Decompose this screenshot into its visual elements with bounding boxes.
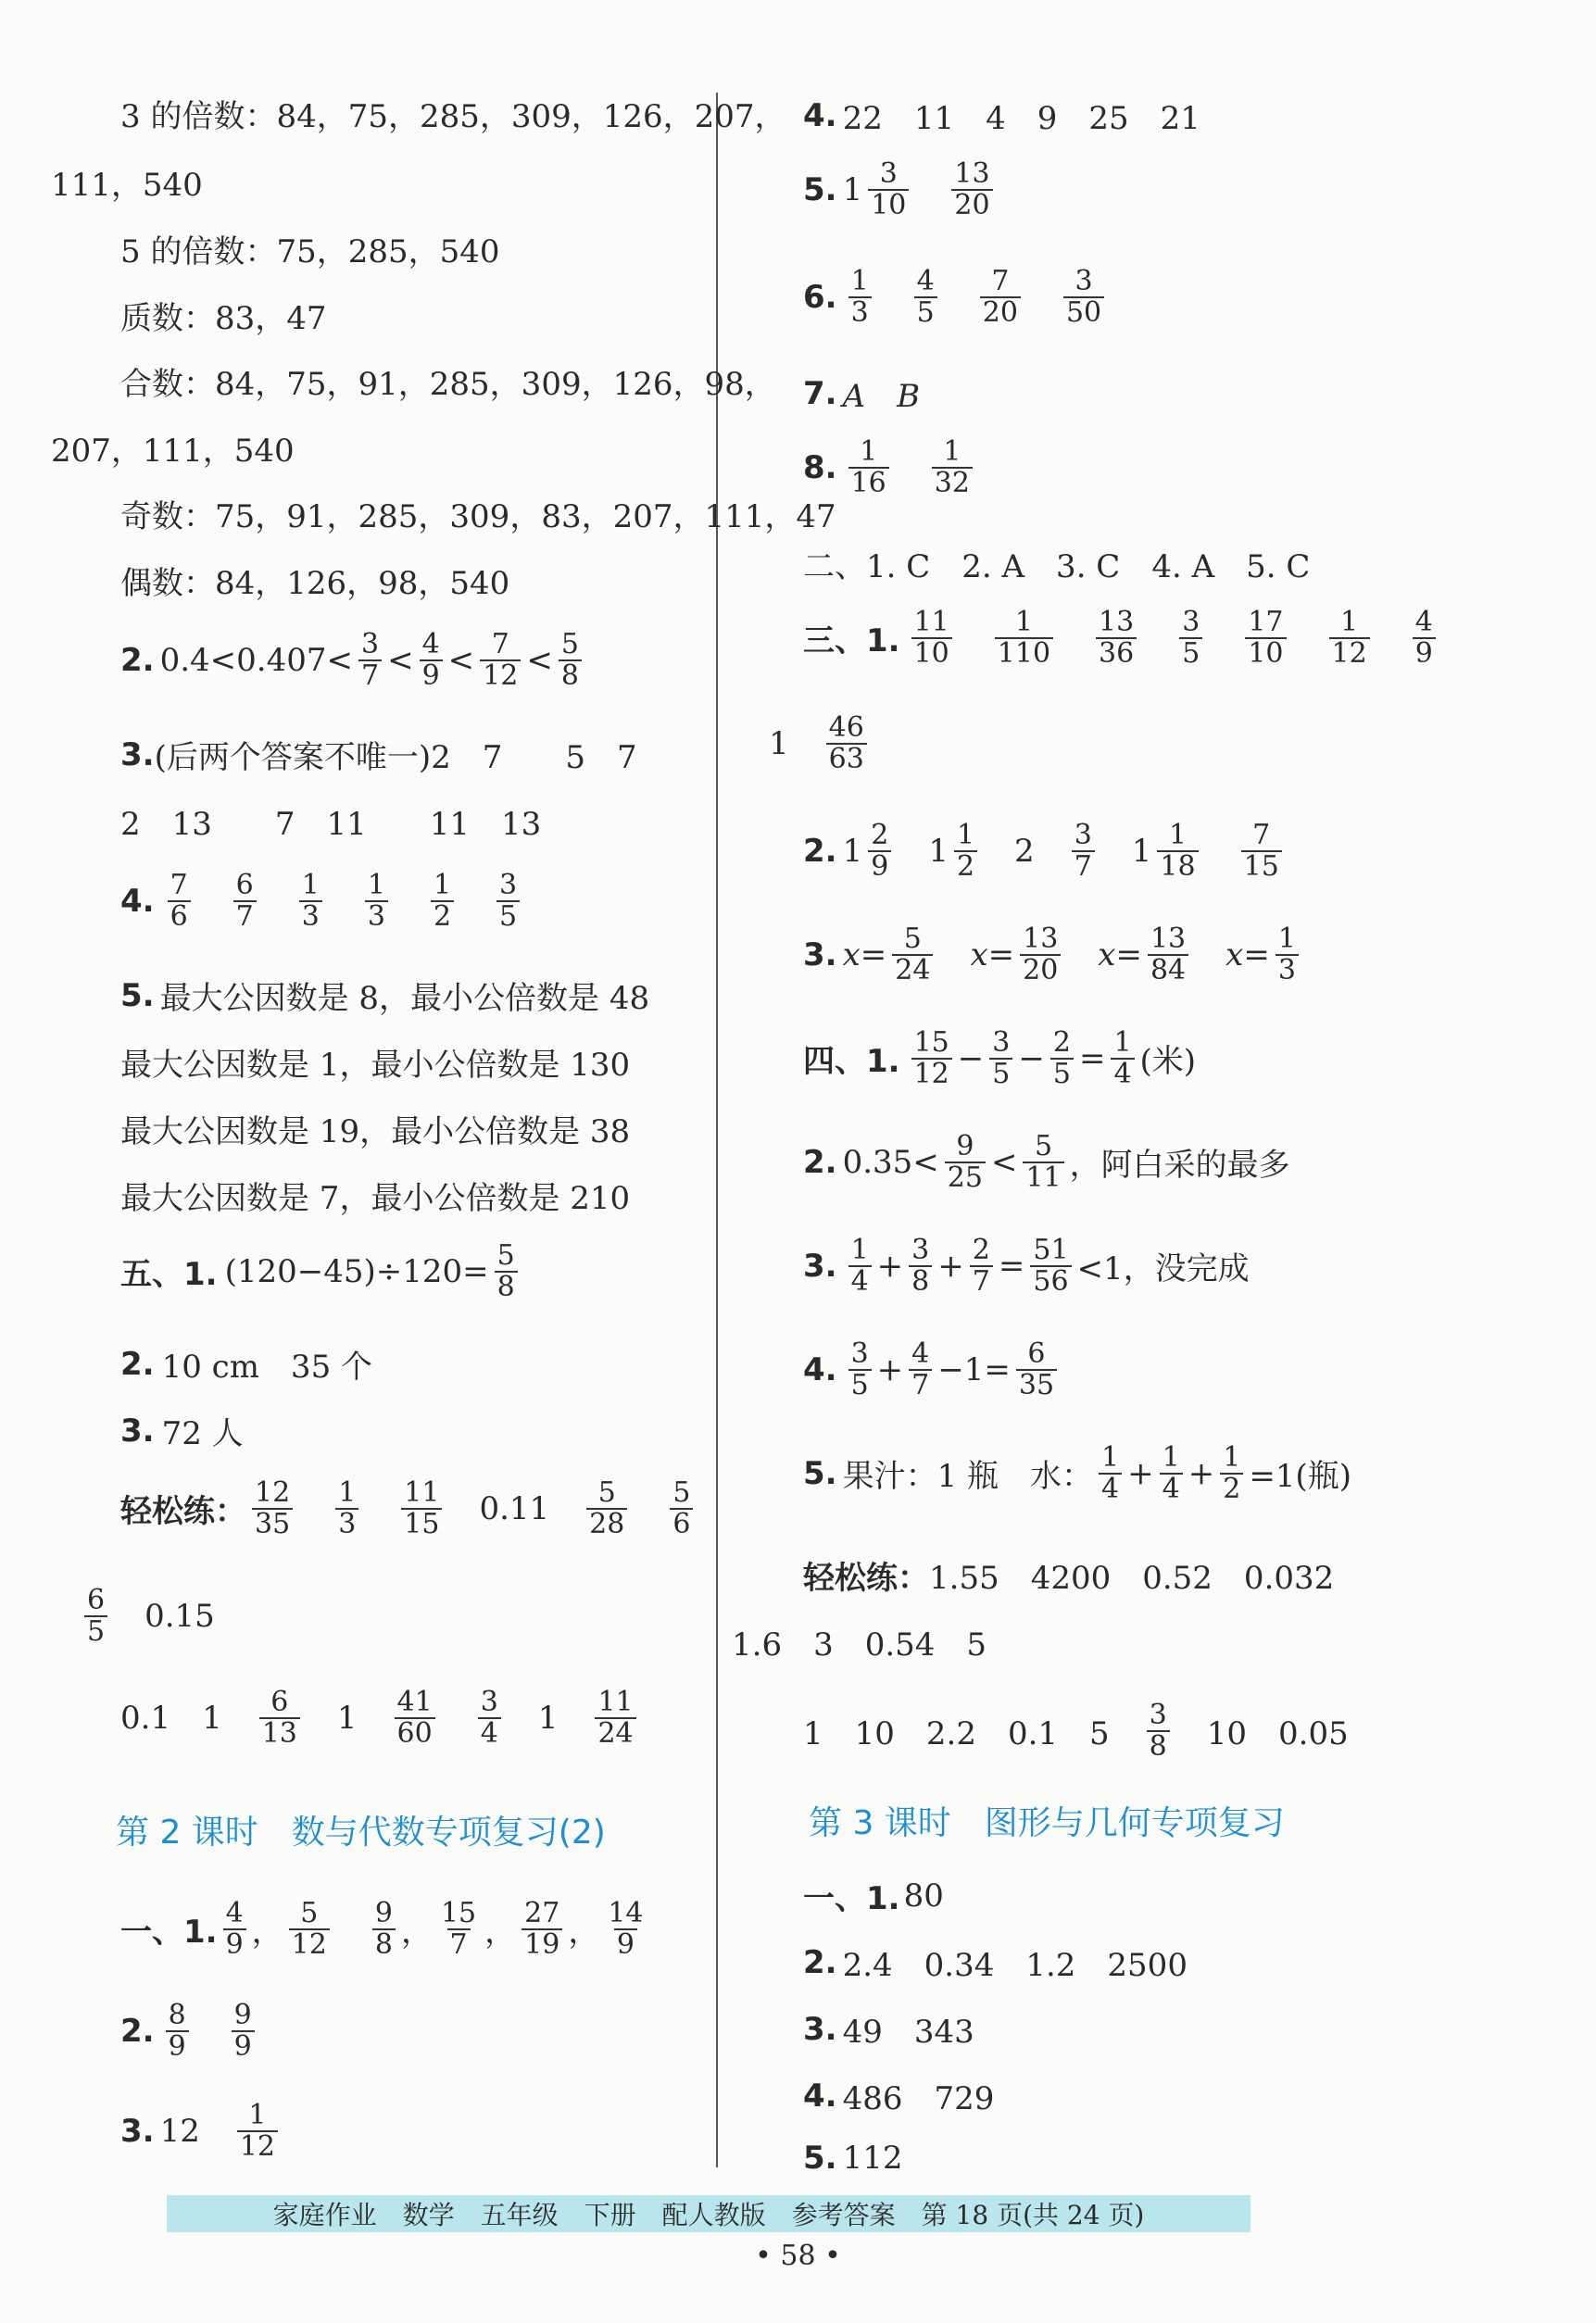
fraction: $\frac{3}{5}$: [1179, 608, 1202, 668]
whole-part: 1: [842, 170, 863, 208]
column-divider: [716, 93, 718, 2167]
unit: (米): [1139, 1043, 1197, 1080]
question-number: 5.: [120, 976, 155, 1014]
fraction: $\frac{3}{5}$: [496, 871, 520, 931]
answer-text: 果汁：1 瓶 水：: [842, 1458, 1094, 1495]
fraction: $\frac{6}{7}$: [233, 871, 257, 931]
fraction: $\frac{8}{9}$: [166, 2001, 189, 2061]
multiples-of-5: 5 的倍数：75，285，540: [120, 233, 500, 270]
easy-practice-cont: [79, 1586, 215, 1646]
section-4-question-1: 四、1. $\frac{15}{12}$ − $\frac{3}{5}$ − $\frac{2}{5}$ = $\frac{1}{4}$ (米): [803, 1026, 1197, 1090]
equation-lhs: x=: [1098, 935, 1142, 973]
fraction: $\frac{1}{3}$: [365, 871, 388, 931]
fraction: $\frac{5}{11}$: [1023, 1132, 1063, 1192]
equation-lhs: x=: [970, 935, 1015, 973]
fraction: $\frac{3}{5}$: [848, 1339, 872, 1400]
composites-cont: 207，111，540: [51, 433, 295, 470]
question-number: 5.: [803, 170, 837, 208]
question-2: 2. 0.4<0.407< $\frac{3}{7}$ < $\frac{4}{9}$ < $\frac{7}{12}$ < $\frac{5}{8}$: [120, 630, 587, 690]
question-number: 3.: [120, 735, 155, 773]
question-number: 2.: [803, 832, 837, 870]
fraction: $\frac{3}{7}$: [358, 630, 382, 690]
fraction: $\frac{11}{15}$: [401, 1478, 442, 1538]
fraction: $\frac{3}{50}$: [1063, 267, 1104, 327]
question-number: 2.: [803, 1143, 837, 1181]
expression: 0.35<: [842, 1143, 939, 1181]
fraction: $\frac{4}{9}$: [1413, 608, 1436, 668]
fraction: $\frac{46}{63}$: [826, 713, 867, 773]
fraction: $\frac{17}{10}$: [1245, 608, 1286, 668]
question-number: 2.: [120, 1345, 155, 1383]
section-5-question-3: [120, 1408, 244, 1453]
fraction: $\frac{2}{9}$: [868, 821, 891, 881]
fraction: $\frac{1}{4}$: [1111, 1028, 1134, 1088]
conclusion: =1(瓶): [1249, 1458, 1351, 1495]
fraction: $\frac{15}{7}$: [440, 1897, 477, 1961]
question-number: 3.: [120, 1412, 155, 1450]
value: 2: [1014, 832, 1035, 870]
multiples-of-3-cont: 111，540: [51, 167, 203, 204]
footer-text: 家庭作业 数学 五年级 下册 配人教版 参考答案 第 18 页(共 24 页): [272, 2200, 1145, 2230]
fraction: $\frac{5}{28}$: [586, 1478, 627, 1538]
fraction: $\frac{5}{24}$: [892, 924, 933, 985]
fraction: $\frac{1}{4}$: [1160, 1443, 1183, 1503]
right-question-5: [803, 159, 999, 220]
question-2-text: 0.4<0.407<: [159, 641, 353, 679]
easy-practice-label: 轻松练：: [803, 1560, 929, 1597]
fraction: $\frac{4}{9}$: [420, 630, 443, 690]
fraction: $\frac{1}{110}$: [995, 608, 1053, 668]
question-number: 7.: [803, 374, 837, 412]
composites: 合数：84，75，91，285，309，126，98，: [120, 366, 776, 403]
section-5-question-1: [120, 1241, 523, 1301]
fraction: $\frac{1}{2}$: [431, 871, 454, 931]
fraction: $\frac{27}{19}$: [522, 1899, 562, 1959]
whole-part: 1: [842, 832, 863, 870]
lesson-2-question-1: 一、1. $\frac{4}{9}$ ， $\frac{5}{12}$ $\frac{9}{8}$ ， $\frac{15}{7}$ ， $\frac{27}{19}$ ， $\frac{14}{9}$: [120, 1899, 652, 1959]
answer-text: 22 11 4 9 25 21: [842, 100, 1200, 137]
fraction: $\frac{5}{8}$: [495, 1241, 518, 1301]
fraction: $\frac{2}{7}$: [970, 1236, 993, 1296]
fraction: $\frac{1}{32}$: [932, 437, 973, 497]
value: 12: [159, 2112, 200, 2150]
equation-lhs: x=: [1225, 935, 1270, 973]
question-4: [120, 871, 525, 931]
fraction: $\frac{11}{24}$: [595, 1688, 635, 1748]
question-number: 4.: [803, 96, 837, 134]
fraction: $\frac{4}{5}$: [914, 267, 937, 327]
fraction: $\frac{1}{3}$: [1276, 924, 1299, 985]
geometry-question-3: [803, 2006, 974, 2052]
question-number: 2.: [803, 1943, 837, 1981]
fraction: $\frac{15}{12}$: [911, 1028, 952, 1088]
section-4-question-3: 3. $\frac{1}{4}$ + $\frac{3}{8}$ + $\frac{2}{7}$ = $\frac{51}{56}$ <1，没完成: [803, 1234, 1250, 1298]
fraction: $\frac{6}{35}$: [1016, 1339, 1057, 1400]
geometry-question-4: [803, 2073, 994, 2118]
question-number: 4.: [803, 1350, 837, 1388]
gcd-lcm-line: 最大公因数是 8，最小公倍数是 48: [159, 980, 650, 1017]
expression: (120−45)÷120=: [224, 1252, 489, 1290]
question-3-cont: 2 13 7 11 11 13: [120, 806, 542, 843]
fraction: $\frac{1}{12}$: [1329, 608, 1370, 668]
answer-text: 1 10 2.2 0.1 5: [803, 1715, 1110, 1752]
fraction: $\frac{6}{13}$: [259, 1688, 300, 1748]
fraction: $\frac{11}{10}$: [911, 608, 952, 668]
easy-practice-cont: [120, 1688, 642, 1748]
question-3-text: (后两个答案不唯一)2 7 5 7: [154, 739, 637, 776]
fraction: $\frac{1}{3}$: [299, 871, 322, 931]
fraction: $\frac{41}{60}$: [395, 1688, 435, 1748]
question-number: 2.: [120, 2012, 155, 2050]
fraction: $\frac{13}{84}$: [1148, 924, 1188, 985]
gcd-lcm-line: 最大公因数是 19，最小公倍数是 38: [120, 1113, 631, 1150]
right-easy-practice-cont: [803, 1701, 1349, 1761]
fraction: $\frac{1}{2}$: [1220, 1443, 1243, 1503]
answer-text: 80: [903, 1877, 944, 1915]
right-question-6: [803, 267, 1110, 327]
primes: 质数：83，47: [120, 300, 327, 337]
whole-part: 1: [1131, 832, 1152, 870]
fraction: $\frac{3}{8}$: [1147, 1701, 1170, 1761]
answer-text: A B: [842, 378, 921, 415]
question-number: 3.: [803, 1247, 837, 1285]
multiples-of-3: 3 的倍数：84，75，285，309，126，207，: [120, 98, 786, 135]
fraction: $\frac{4}{9}$: [223, 1899, 246, 1959]
fraction: $\frac{1}{4}$: [848, 1236, 872, 1296]
question-label: 五、1.: [120, 1256, 218, 1293]
answer-text: 1.55 4200 0.52 0.032: [929, 1560, 1335, 1597]
fraction: $\frac{7}{12}$: [480, 630, 521, 690]
fraction: $\frac{1}{16}$: [848, 437, 889, 497]
answer-text: 10 0.05: [1206, 1715, 1349, 1752]
question-number: 2.: [120, 641, 155, 679]
section-3-question-3: [803, 924, 1304, 985]
geometry-question-5: [803, 2140, 902, 2177]
question-5: [120, 973, 649, 1018]
question-number: 3.: [803, 935, 837, 973]
section-5-question-2: [120, 1341, 372, 1387]
conclusion: <1，没完成: [1076, 1250, 1250, 1287]
answer-text: 486 729: [842, 2080, 995, 2117]
fraction: $\frac{7}{20}$: [980, 267, 1021, 327]
fraction: $\frac{3}{5}$: [989, 1028, 1012, 1088]
fraction: $\frac{4}{7}$: [909, 1339, 932, 1400]
question-number: 3.: [803, 2010, 837, 2048]
section-4-question-5: 5. 果汁：1 瓶 水： $\frac{1}{4}$ + $\frac{1}{4}$ + $\frac{1}{2}$ =1(瓶): [803, 1441, 1351, 1505]
fraction: $\frac{1}{12}$: [237, 2101, 278, 2161]
whole-part: 1: [928, 832, 949, 870]
gcd-lcm-line: 最大公因数是 1，最小公倍数是 130: [120, 1047, 631, 1084]
fraction: $\frac{3}{7}$: [1072, 821, 1095, 881]
gcd-lcm-line: 最大公因数是 7，最小公倍数是 210: [120, 1180, 631, 1217]
question-number: 5.: [803, 2140, 837, 2177]
section-2-answers: 二、1. C 2. A 3. C 4. A 5. C: [803, 548, 1311, 585]
footer-banner: [167, 2195, 1250, 2232]
answer-text: 49 343: [842, 2014, 974, 2051]
fraction: $\frac{51}{56}$: [1030, 1236, 1071, 1296]
value: 1: [202, 1699, 222, 1737]
fraction: $\frac{13}{36}$: [1096, 608, 1137, 668]
fraction: $\frac{13}{20}$: [951, 159, 992, 220]
fraction: $\frac{6}{5}$: [84, 1586, 107, 1646]
geometry-question-1: [803, 1873, 944, 1918]
fraction: $\frac{5}{8}$: [559, 630, 582, 690]
fraction: $\frac{1}{3}$: [848, 267, 872, 327]
fraction: $\frac{3}{10}$: [868, 159, 909, 220]
decimal: 0.15: [145, 1597, 215, 1635]
right-easy-practice-cont: 1.6 3 0.54 5: [732, 1626, 987, 1664]
section-3-question-2: [803, 821, 1288, 881]
fraction: $\frac{3}{8}$: [909, 1236, 932, 1296]
question-number: 6.: [803, 278, 837, 316]
fraction: $\frac{1}{4}$: [1099, 1443, 1122, 1503]
right-question-8: [803, 437, 978, 497]
fraction: $\frac{7}{6}$: [168, 871, 191, 931]
conclusion: ，阿白采的最多: [1069, 1147, 1290, 1184]
easy-practice-label: 轻松练：: [120, 1493, 246, 1530]
fraction: $\frac{3}{4}$: [478, 1688, 501, 1748]
right-easy-practice: [803, 1552, 1334, 1598]
question-label: 一、1.: [120, 1914, 218, 1951]
fraction: $\frac{7}{15}$: [1241, 821, 1282, 881]
odd-numbers: 奇数：75，91，285，309，83，207，111，47: [120, 498, 836, 535]
fraction: $\frac{14}{9}$: [608, 1897, 644, 1961]
easy-practice: [120, 1478, 698, 1538]
fraction: $\frac{13}{20}$: [1020, 924, 1061, 985]
question-number: 8.: [803, 448, 837, 486]
fraction: $\frac{5}{12}$: [289, 1899, 330, 1959]
answer-text: 112: [842, 2140, 903, 2177]
value: 1: [769, 724, 789, 762]
fraction: $\frac{9}{9}$: [232, 2001, 255, 2061]
section-4-question-4: 4. $\frac{3}{5}$ + $\frac{4}{7}$ −1= $\frac{6}{35}$: [803, 1339, 1062, 1400]
question-number: 3.: [120, 2112, 155, 2150]
question-number: 4.: [803, 2077, 837, 2115]
fraction: $\frac{9}{25}$: [945, 1132, 986, 1192]
section-3-question-1: [803, 608, 1441, 668]
fraction: $\frac{9}{8}$: [372, 1899, 396, 1959]
section-3-question-1-cont: [769, 713, 873, 773]
geometry-question-2: [803, 1940, 1188, 1985]
fraction: $\frac{1}{3}$: [335, 1478, 358, 1538]
lesson-2-question-2: [120, 2001, 260, 2061]
fraction: $\frac{1}{2}$: [954, 821, 977, 881]
answer-text: 10 cm 35 个: [161, 1349, 373, 1386]
answer-text: 2.4 0.34 1.2 2500: [842, 1947, 1188, 1984]
value: 1: [537, 1699, 559, 1737]
answer-text: 72 人: [161, 1415, 244, 1452]
question-3: [120, 732, 637, 777]
lesson-2-question-3: [120, 2101, 283, 2161]
question-label: 三、1.: [803, 622, 900, 659]
fraction: $\frac{2}{5}$: [1050, 1028, 1074, 1088]
question-number: 4.: [120, 882, 155, 920]
page-number: • 58 •: [755, 2240, 841, 2272]
decimal: 0.11: [479, 1489, 550, 1527]
even-numbers: 偶数：84，126，98，540: [120, 565, 510, 602]
section-4-question-2: 2. 0.35< $\frac{9}{25}$ < $\frac{5}{11}$ ，阿白采的最多: [803, 1130, 1290, 1194]
fraction: $\frac{1}{18}$: [1157, 821, 1198, 881]
question-label: 四、1.: [803, 1043, 900, 1080]
question-number: 5.: [803, 1454, 837, 1492]
value: 0.1: [120, 1699, 171, 1737]
equation-lhs: x=: [842, 935, 887, 973]
lesson-3-heading: 第 3 课时 图形与几何专项复习: [809, 1804, 1285, 1842]
right-question-7: [803, 370, 920, 416]
fraction: $\frac{5}{6}$: [670, 1478, 693, 1538]
question-label: 一、1.: [803, 1880, 900, 1917]
value: 1: [336, 1699, 358, 1737]
lesson-2-heading: 第 2 课时 数与代数专项复习(2): [116, 1814, 606, 1852]
right-question-4: [803, 93, 1200, 138]
fraction: $\frac{12}{35}$: [252, 1478, 293, 1538]
